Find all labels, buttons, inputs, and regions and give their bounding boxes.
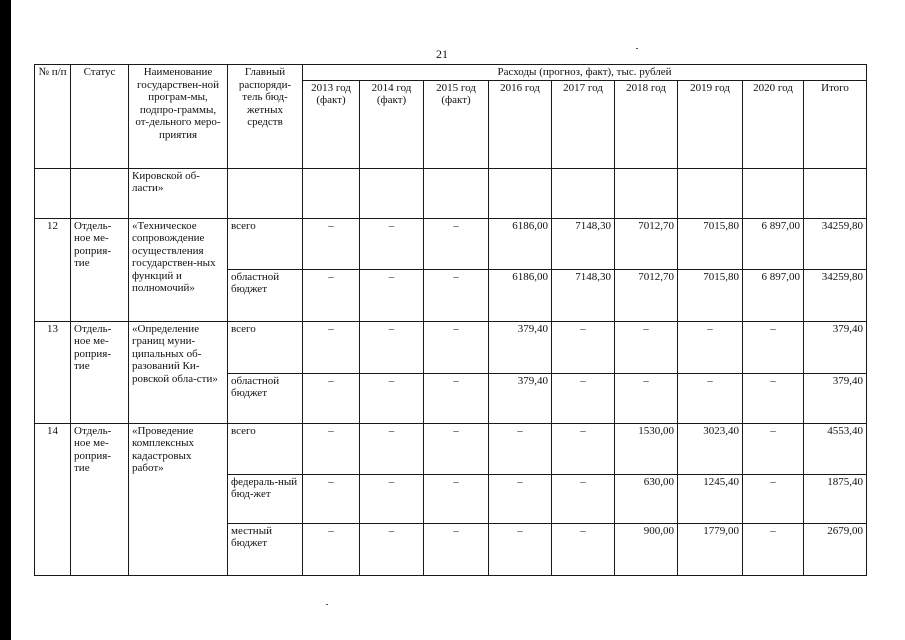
value-cell: – (552, 423, 615, 474)
value-cell: 3023,40 (678, 423, 743, 474)
header-year-2016: 2016 год (489, 80, 552, 168)
value-cell: – (360, 474, 424, 523)
value-cell: – (424, 269, 489, 321)
value-cell: 6186,00 (489, 218, 552, 269)
page-number: 21 (436, 47, 448, 61)
value-cell: – (552, 373, 615, 423)
value-cell: – (303, 423, 360, 474)
item-12-status: Отдель-ное ме-роприя-тие (71, 218, 129, 321)
header-expenses: Расходы (прогноз, факт), тыс. рублей (303, 65, 867, 81)
value-cell: 4553,40 (804, 423, 867, 474)
value-cell: 379,40 (804, 321, 867, 373)
value-cell: 7148,30 (552, 269, 615, 321)
value-cell: – (743, 373, 804, 423)
value-cell: – (743, 423, 804, 474)
value-cell: – (424, 321, 489, 373)
value-cell: 7012,70 (615, 269, 678, 321)
header-manager: Главный распоряди-тель бюд-жетных средств (228, 65, 303, 169)
item-14-source-local: местный бюджет (228, 523, 303, 575)
item-13-source-total: всего (228, 321, 303, 373)
value-cell: 379,40 (489, 373, 552, 423)
header-year-2020: 2020 год (743, 80, 804, 168)
value-cell: 1530,00 (615, 423, 678, 474)
scan-speck (326, 604, 328, 605)
value-cell: – (303, 474, 360, 523)
value-cell: – (360, 523, 424, 575)
header-year-2014: 2014 год (факт) (360, 80, 424, 168)
item-14-num: 14 (35, 423, 71, 575)
value-cell: 7015,80 (678, 269, 743, 321)
value-cell: 630,00 (615, 474, 678, 523)
scan-speck (636, 48, 638, 49)
value-cell: 7148,30 (552, 218, 615, 269)
value-cell: – (552, 474, 615, 523)
item-12-num: 12 (35, 218, 71, 321)
value-cell: – (615, 321, 678, 373)
value-cell: – (424, 523, 489, 575)
value-cell: – (360, 373, 424, 423)
value-cell: 34259,80 (804, 269, 867, 321)
value-cell: 1875,40 (804, 474, 867, 523)
value-cell: 7012,70 (615, 218, 678, 269)
table-row (35, 321, 867, 373)
value-cell: 7015,80 (678, 218, 743, 269)
value-cell: – (360, 321, 424, 373)
value-cell: – (360, 269, 424, 321)
header-name: Наименование государствен-ной програм-мы, подпро-граммы, от-дельного меро-приятия (129, 65, 228, 169)
value-cell: – (424, 474, 489, 523)
table-row (35, 423, 867, 474)
item-13-num: 13 (35, 321, 71, 423)
value-cell: 379,40 (489, 321, 552, 373)
value-cell: – (615, 373, 678, 423)
value-cell: – (424, 218, 489, 269)
value-cell: – (489, 474, 552, 523)
value-cell: – (678, 321, 743, 373)
item-13-source-regional: областной бюджет (228, 373, 303, 423)
table-row (35, 218, 867, 269)
value-cell: – (743, 474, 804, 523)
value-cell: 6186,00 (489, 269, 552, 321)
header-year-2017: 2017 год (552, 80, 615, 168)
carry-over-row (35, 168, 867, 218)
value-cell: – (489, 423, 552, 474)
header-year-2013: 2013 год (факт) (303, 80, 360, 168)
value-cell: – (303, 269, 360, 321)
budget-table (34, 64, 867, 576)
item-13-status: Отдель-ное ме-роприя-тие (71, 321, 129, 423)
scan-edge-bar (0, 0, 11, 640)
value-cell: 379,40 (804, 373, 867, 423)
item-14-status: Отдель-ное ме-роприя-тие (71, 423, 129, 575)
value-cell: – (678, 373, 743, 423)
item-14-name: «Проведение комплексных кадастровых работ» (129, 423, 228, 575)
value-cell: – (424, 423, 489, 474)
value-cell: – (303, 523, 360, 575)
value-cell: – (552, 321, 615, 373)
value-cell: – (552, 523, 615, 575)
item-12-name: «Техническое сопровождение осуществления государствен-ных функций и полномочий» (129, 218, 228, 321)
value-cell: 34259,80 (804, 218, 867, 269)
value-cell: – (303, 373, 360, 423)
value-cell: 2679,00 (804, 523, 867, 575)
value-cell: – (360, 218, 424, 269)
item-14-source-total: всего (228, 423, 303, 474)
value-cell: – (489, 523, 552, 575)
header-year-2015: 2015 год (факт) (424, 80, 489, 168)
value-cell: 900,00 (615, 523, 678, 575)
header-total: Итого (804, 80, 867, 168)
value-cell: – (424, 373, 489, 423)
value-cell: – (743, 321, 804, 373)
value-cell: 1245,40 (678, 474, 743, 523)
header-num: № п/п (35, 65, 71, 169)
item-14-source-federal: федераль-ный бюд-жет (228, 474, 303, 523)
value-cell: – (303, 321, 360, 373)
value-cell: 6 897,00 (743, 269, 804, 321)
carry-over-name: Кировской об-ласти» (129, 168, 228, 218)
header-year-2019: 2019 год (678, 80, 743, 168)
header-status: Статус (71, 65, 129, 169)
item-12-source-regional: областной бюджет (228, 269, 303, 321)
value-cell: 1779,00 (678, 523, 743, 575)
value-cell: 6 897,00 (743, 218, 804, 269)
item-12-source-total: всего (228, 218, 303, 269)
value-cell: – (743, 523, 804, 575)
header-year-2018: 2018 год (615, 80, 678, 168)
value-cell: – (360, 423, 424, 474)
item-13-name: «Определение границ муни-ципальных об-разований Ки-ровской обла-сти» (129, 321, 228, 423)
value-cell: – (303, 218, 360, 269)
